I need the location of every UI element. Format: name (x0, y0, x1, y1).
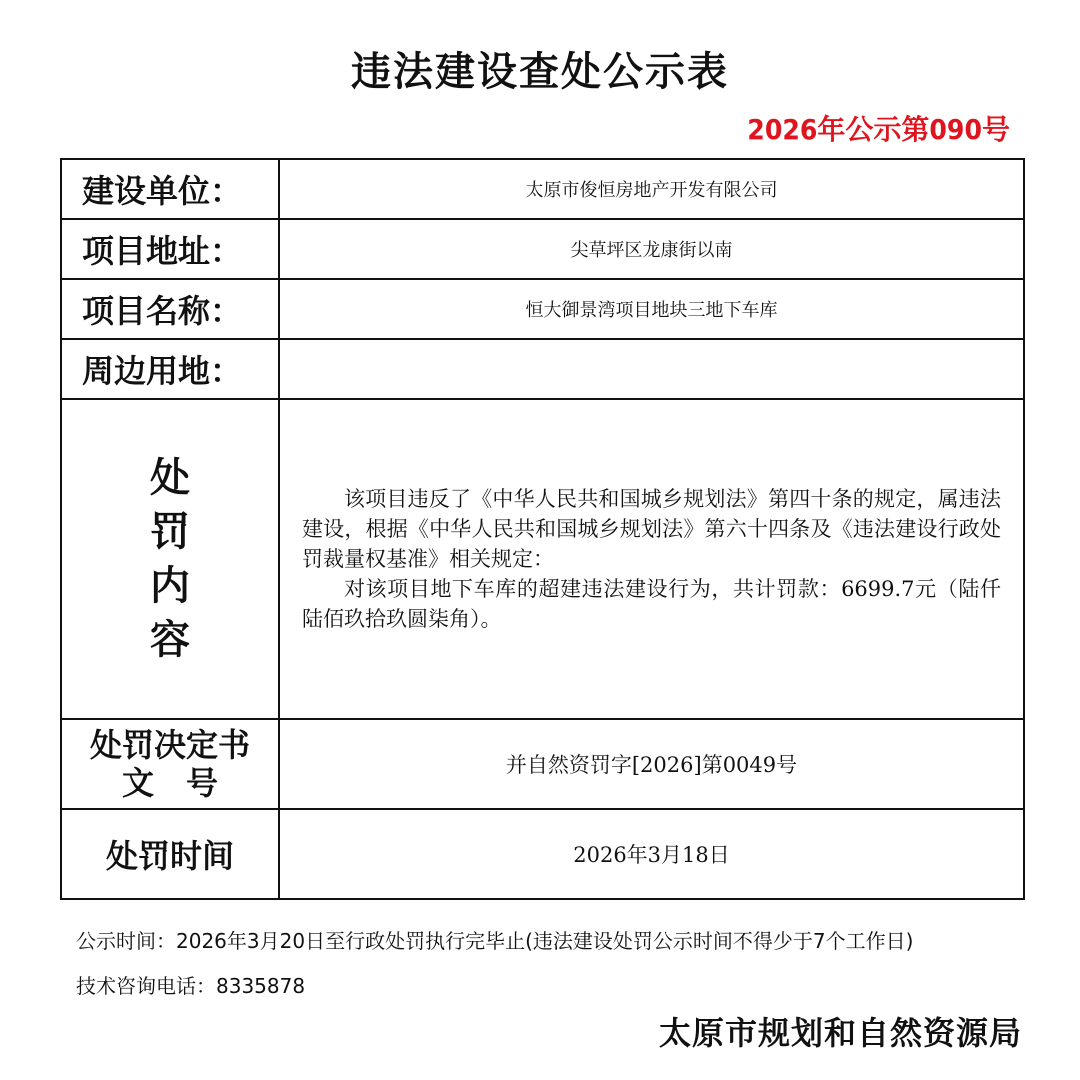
table-row (61, 719, 1024, 809)
surrounding-land-label: 周边用地： (61, 339, 279, 399)
surrounding-land-value (279, 339, 1024, 399)
construction-unit-label: 建设单位： (61, 159, 279, 219)
penalty-time-label: 处罚时间 (61, 809, 279, 899)
decision-doc-number: 并自然资罚字[2026]第0049号 (279, 719, 1024, 809)
penalty-content-label-char: 内 (150, 563, 190, 609)
project-name-label: 项目名称： (61, 279, 279, 339)
consult-phone: 技术咨询电话：8335878 (76, 974, 306, 998)
table-row (61, 159, 1024, 219)
project-name-value: 恒大御景湾项目地块三地下车库 (279, 279, 1024, 339)
decision-doc-label (61, 719, 279, 809)
notice-number: 2026年公示第090号 (747, 113, 1010, 146)
decision-doc-label-line: 文 号 (121, 764, 218, 802)
table-row (61, 399, 1024, 719)
penalty-time-value: 2026年3月18日 (279, 809, 1024, 899)
table-row (61, 339, 1024, 399)
penalty-content-label-char: 罚 (150, 509, 190, 555)
penalty-content-text (279, 399, 1024, 719)
publicity-period: 公示时间：2026年3月20日至行政处罚执行完毕止(违法建设处罚公示时间不得少于7个工作日) (76, 929, 914, 953)
penalty-table (60, 158, 1025, 900)
penalty-content-label-char: 处 (150, 455, 190, 501)
penalty-paragraph: 该项目违反了《中华人民共和国城乡规划法》第四十条的规定，属违法建设，根据《中华人民共和国城乡规划法》第六十四条及《违法建设行政处罚裁量权基准》相关规定： (302, 487, 1001, 571)
decision-doc-label-line: 处罚决定书 (89, 726, 250, 764)
construction-unit-value: 太原市俊恒房地产开发有限公司 (279, 159, 1024, 219)
table-row (61, 219, 1024, 279)
issuing-authority: 太原市规划和自然资源局 (658, 1014, 1022, 1052)
page-title: 违法建设查处公示表 (351, 49, 729, 95)
table-row (61, 279, 1024, 339)
project-address-label: 项目地址： (61, 219, 279, 279)
penalty-content-label (61, 399, 279, 719)
penalty-content-label-char: 容 (150, 617, 190, 663)
table-row (61, 809, 1024, 899)
penalty-paragraph: 对该项目地下车库的超建违法建设行为，共计罚款：6699.7元（陆仟陆佰玖拾玖圆柒角）。 (302, 577, 1001, 631)
project-address-value: 尖草坪区龙康街以南 (279, 219, 1024, 279)
